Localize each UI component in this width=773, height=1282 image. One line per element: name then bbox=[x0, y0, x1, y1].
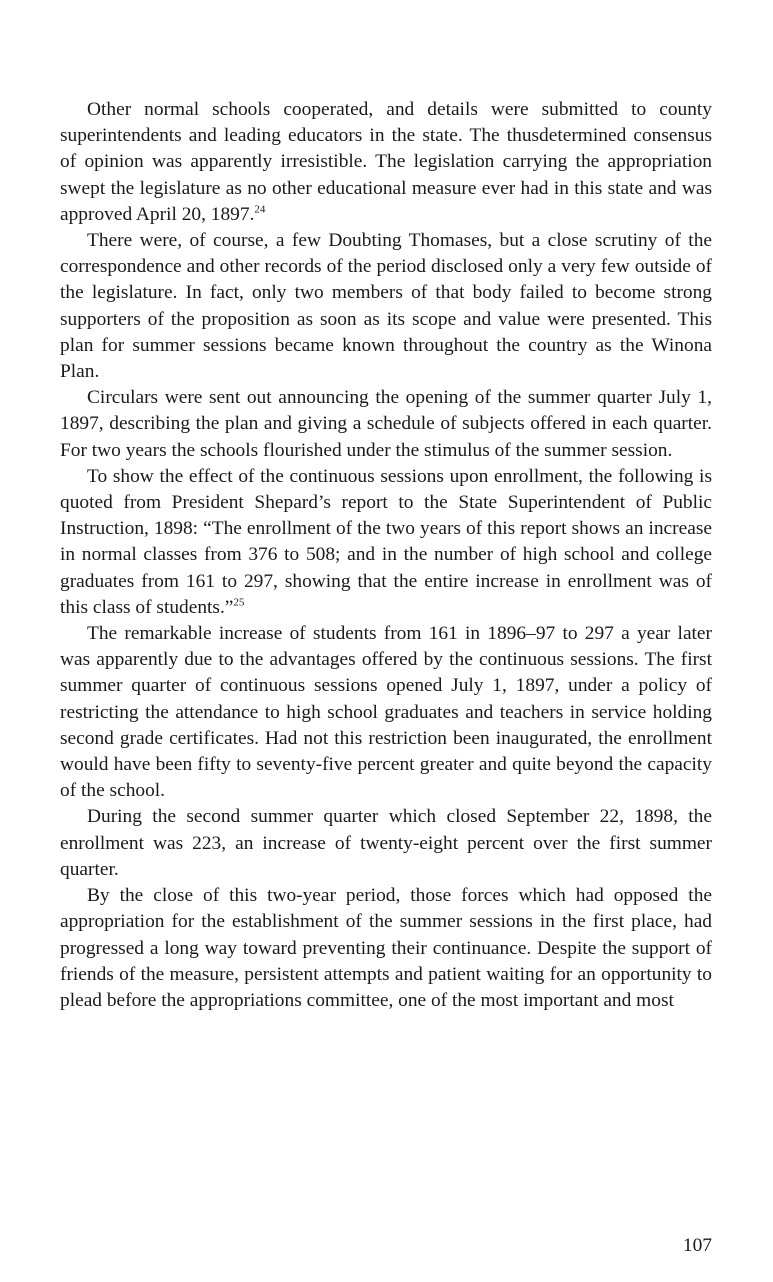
paragraph-text: There were, of course, a few Doubting Thomases, but a close scrutiny of the correspondence and other records of the period disclosed only a very few outside of the legislature. In fact, only two members of that body failed to become strong supporters of the proposition as soon as its scope and value were presented. This plan for summer sessions became known throughout the country as the Winona Plan. bbox=[60, 230, 712, 383]
paragraph-text: To show the effect of the continuous sessions upon enrollment, the following is quoted from President Shepard’s report to the State Superintendent of Public Instruction, 1898: “The enrollment of the two years of this report shows an increase in normal classes from 376 to 508; and in the number of high school and college graduates from 161 to 297, showing that the entire increase in enrollment was of this class of students.” bbox=[60, 465, 712, 618]
footnote-marker: 24 bbox=[254, 203, 266, 216]
paragraph-text: Other normal schools cooperated, and details were submitted to county superintendents and leading educators in the state. The thusdetermined consensus of opinion was apparently irresistible. The legislation carrying the appropriation swept the legislature as no other educational measure ever had in this state and was approved April 20, 1897. bbox=[60, 99, 712, 225]
paragraph-5 bbox=[60, 621, 712, 804]
paragraph-4 bbox=[60, 464, 712, 621]
paragraph-2 bbox=[60, 228, 712, 385]
paragraph-1 bbox=[60, 97, 712, 228]
paragraph-7 bbox=[60, 883, 712, 1014]
paragraph-3 bbox=[60, 385, 712, 464]
paragraph-text: The remarkable increase of students from 161 in 1896–97 to 297 a year later was apparently due to the advantages offered by the continuous sessions. The first summer quarter of continuous sessions opened July 1, 1897, under a policy of restricting the attendance to high school graduates and teachers in service holding second grade certificates. Had not this restriction been inaugurated, the enrollment would have been fifty to seventy-five percent greater and quite beyond the capacity of the school. bbox=[60, 623, 712, 802]
footnote-marker: 25 bbox=[233, 596, 245, 609]
body-text bbox=[60, 97, 712, 1014]
paragraph-text: By the close of this two-year period, those forces which had opposed the appropriation for the establishment of the summer sessions in the first place, had progressed a long way toward preventing their continuance. Despite the support of friends of the measure, persistent attempts and patient waiting for an opportunity to plead before the appropriations committee, one of the most important and most bbox=[60, 885, 712, 1011]
paragraph-text: During the second summer quarter which closed September 22, 1898, the enrollment was 223, an increase of twenty-eight percent over the first summer quarter. bbox=[60, 806, 712, 880]
paragraph-6 bbox=[60, 804, 712, 883]
page-number: 107 bbox=[682, 1235, 712, 1256]
paragraph-text: Circulars were sent out announcing the opening of the summer quarter July 1, 1897, describing the plan and giving a schedule of subjects offered in each quarter. For two years the schools flourished under the stimulus of the summer session. bbox=[60, 387, 712, 461]
